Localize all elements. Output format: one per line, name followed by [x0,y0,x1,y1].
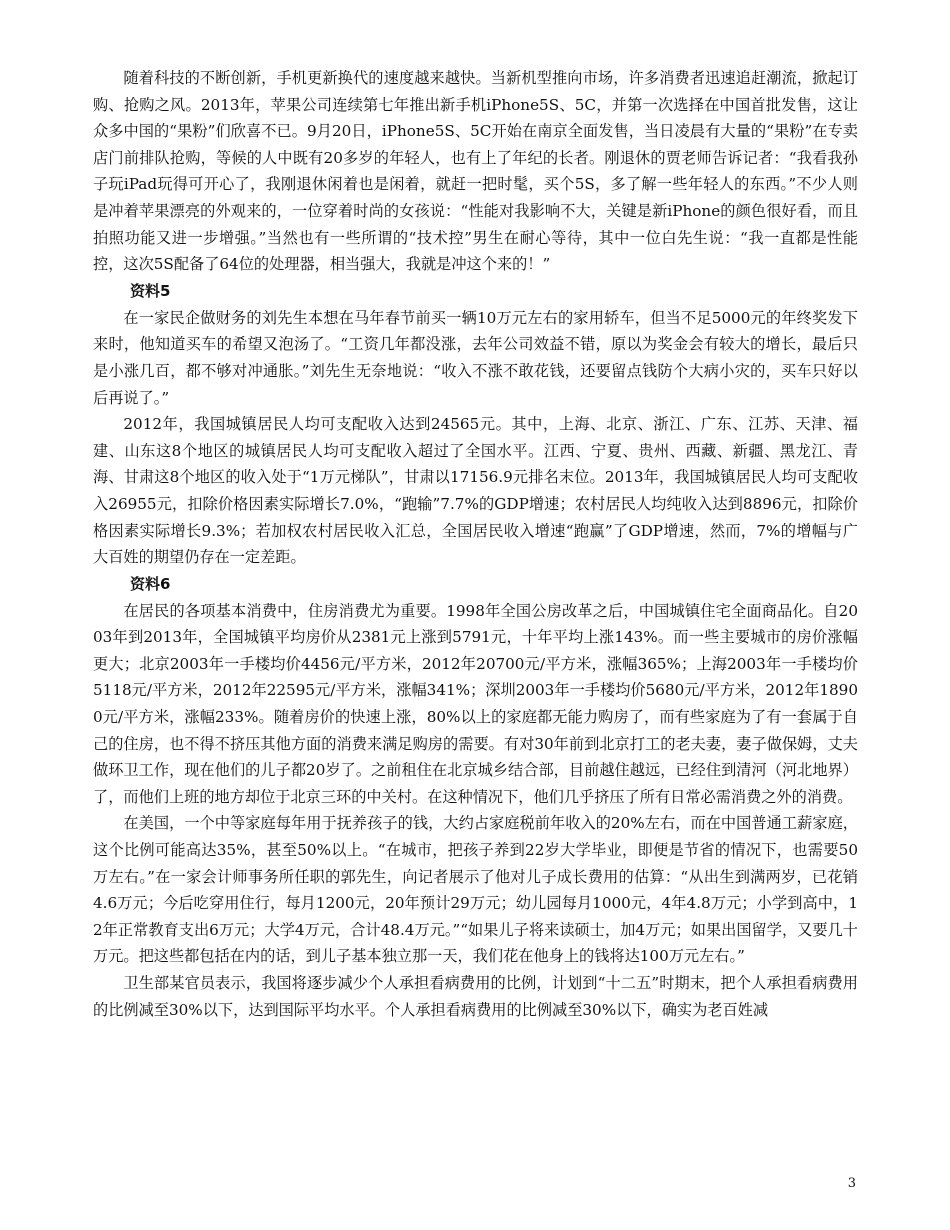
document-body [93,65,858,1023]
page-number: 3 [847,1176,856,1191]
section-heading-material-5: 资料5 [130,281,171,300]
paragraph-income-statistics: 2012年，我国城镇居民人均可支配收入达到24565元。其中，上海、北京、浙江、广东、江苏、天津、福建、山东这8个地区的城镇居民人均可支配收入超过了全国水平。江西、宁夏、贵州、西藏、新疆、黑龙江、青海、甘肃这8个地区的收入处于“1万元梯队”，甘肃以17156.9元排名末位。2013年，我国城镇居民人均可支配收入26955元，扣除价格因素实际增长7.0%，“跑输”7.7%的GDP增速；农村居民人均纯收入达到8896元，扣除价格因素实际增长9.3%；若加权农村居民收入汇总，全国居民收入增速“跑赢”了GDP增速，然而，7%的增幅与广大百姓的期望仍存在一定差距。 [93,415,858,567]
paragraph-iphone-launch: 随着科技的不断创新，手机更新换代的速度越来越快。当新机型推向市场，许多消费者迅速追赶潮流，掀起订购、抢购之风。2013年，苹果公司连续第七年推出新手机iPhone5S、5C，并第一次选择在中国首批发售，这让众多中国的“果粉”们欣喜不已。9月20日，iPhone5S、5C开始在南京全面发售，当日凌晨有大量的“果粉”在专卖店门前排队抢购，等候的人中既有20多岁的年轻人，也有上了年纪的长者。刚退休的贾老师告诉记者：“我看我孙子玩iPad玩得可开心了，我刚退休闲着也是闲着，就赶一把时髦，买个5S，多了解一些年轻人的东西。”不少人则是冲着苹果漂亮的外观来的，一位穿着时尚的女孩说：“性能对我影响不大，关键是新iPhone的颜色很好看，而且拍照功能又进一步增强。”当然也有一些所谓的“技术控”男生在耐心等待，其中一位白先生说：“我一直都是性能控，这次5S配备了64位的处理器，相当强大，我就是冲这个来的！” [93,69,858,274]
paragraph-housing-consumption: 在居民的各项基本消费中，住房消费尤为重要。1998年全国公房改革之后，中国城镇住宅全面商品化。自2003年到2013年，全国城镇平均房价从2381元上涨到5791元，十年平均上涨143%。而一些主要城市的房价涨幅更大；北京2003年一手楼均价4456元/平方米，2012年20700元/平方米，涨幅365%；上海2003年一手楼均价5118元/平方米，2012年22595元/平方米，涨幅341%；深圳2003年一手楼均价5680元/平方米，2012年18900元/平方米，涨幅233%。随着房价的快速上涨，80%以上的家庭都无能力购房了，而有些家庭为了有一套属于自己的住房，也不得不挤压其他方面的消费来满足购房的需要。有对30年前到北京打工的老夫妻，妻子做保姆，丈夫做环卫工作，现在他们的儿子都20岁了。之前租住在北京城乡结合部，目前越住越远，已经住到清河（河北地界）了，而他们上班的地方却位于北京三环的中关村。在这种情况下，他们几乎挤压了所有日常必需消费之外的消费。 [93,601,858,806]
paragraph-liu-car-purchase: 在一家民企做财务的刘先生本想在马年春节前买一辆10万元左右的家用轿车，但当不足5000元的年终奖发下来时，他知道买车的希望又泡汤了。“工资几年都没涨，去年公司效益不错，原以为奖金会有较大的增长，最后只是小涨几百，都不够对冲通胀。”刘先生无奈地说：“收入不涨不敢花钱，还要留点钱防个大病小灾的，买车只好以后再说了。” [93,308,858,407]
paragraph-child-raising-cost: 在美国，一个中等家庭每年用于抚养孩子的钱，大约占家庭税前年收入的20%左右，而在中国普通工薪家庭，这个比例可能高达35%，甚至50%以上。“在城市，把孩子养到22岁大学毕业，即便是节省的情况下，也需要50万左右。”在一家会计师事务所任职的郭先生，向记者展示了他对儿子成长费用的估算：“从出生到满两岁，已花销4.6万元；今后吃穿用住行，每月1200元，20年预计29万元；幼儿园每月1000元，4年4.8万元；小学到高中，12年正常教育支出6万元；大学4万元，合计48.4万元。”“如果儿子将来读硕士，加4万元；如果出国留学，又要几十万元。把这些都包括在内的话，到儿子基本独立那一天，我们花在他身上的钱将达100万元左右。” [93,814,858,966]
section-heading-material-6: 资料6 [130,574,171,593]
paragraph-medical-cost: 卫生部某官员表示，我国将逐步减少个人承担看病费用的比例，计划到“十二五”时期末，把个人承担看病费用的比例减至30%以下，达到国际平均水平。个人承担看病费用的比例减至30%以下，确实为老百姓减 [93,974,858,1019]
